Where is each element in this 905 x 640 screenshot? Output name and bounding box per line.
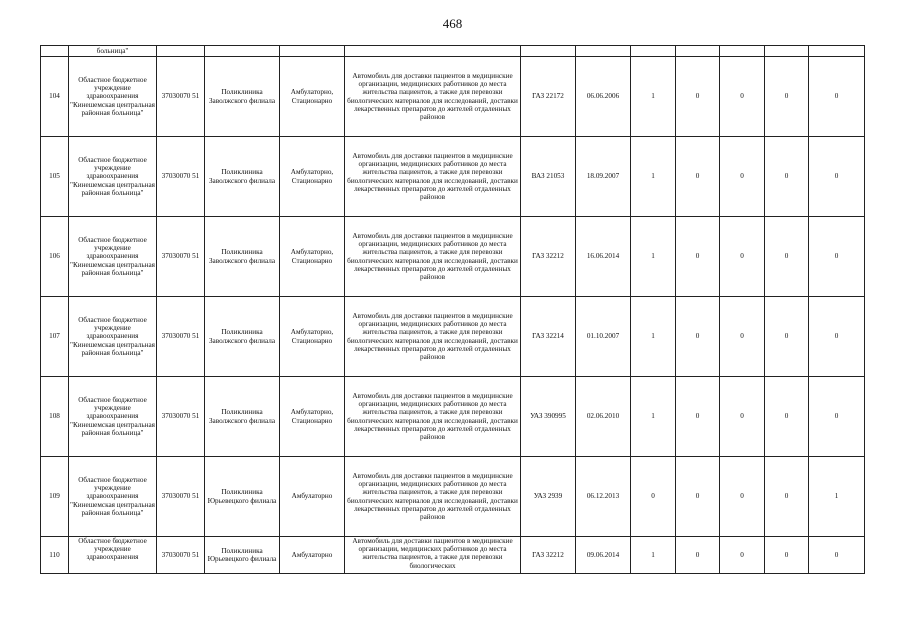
purpose-cell: Автомобиль для доставки пациентов в медицинские организации, медицинских работников до места жительства пациентов, а также для перевозки биологических материалов для исследований, доставки лекарственных препаратов до жителей отдаленных районов <box>345 297 521 377</box>
table-row <box>41 537 865 574</box>
count-cell: 0 <box>676 217 720 297</box>
continuation-row <box>41 46 865 57</box>
count-cell: 1 <box>631 217 676 297</box>
count-cell: 0 <box>720 377 765 457</box>
org-name-tail: больница" <box>96 47 129 55</box>
purpose-cell: Автомобиль для доставки пациентов в медицинские организации, медицинских работников до места жительства пациентов, а также для перевозки биологических <box>352 537 513 570</box>
count-cell: 1 <box>631 377 676 457</box>
table-row <box>41 377 865 457</box>
count-cell: 0 <box>765 57 809 137</box>
count-cell: 0 <box>809 297 865 377</box>
organization-cell: Областное бюджетное учреждение здравоохранения "Кинешемская центральная районная больница" <box>69 57 157 137</box>
vehicle-model-cell: ВАЗ 21053 <box>521 137 576 217</box>
care-type-cell: Амбулаторно, Стационарно <box>280 377 345 457</box>
code-cell: 37030070 51 <box>157 537 205 574</box>
vehicle-model-cell: ГАЗ 22172 <box>521 57 576 137</box>
count-cell: 0 <box>809 377 865 457</box>
organization-cell: Областное бюджетное учреждение здравоохранения <box>78 537 147 562</box>
row-number: 108 <box>41 377 69 457</box>
code-cell: 37030070 51 <box>157 377 205 457</box>
count-cell: 0 <box>676 297 720 377</box>
count-cell: 0 <box>765 217 809 297</box>
count-cell: 0 <box>676 457 720 537</box>
date-cell: 06.12.2013 <box>576 457 631 537</box>
code-cell: 37030070 51 <box>157 137 205 217</box>
count-cell: 1 <box>809 457 865 537</box>
purpose-cell: Автомобиль для доставки пациентов в медицинские организации, медицинских работников до места жительства пациентов, а также для перевозки биологических материалов для исследований, доставки лекарственных препаратов до жителей отдаленных районов <box>345 137 521 217</box>
count-cell: 0 <box>765 377 809 457</box>
table-row <box>41 297 865 377</box>
vehicle-model-cell: ГАЗ 32214 <box>521 297 576 377</box>
vehicle-model-cell: УАЗ 390995 <box>521 377 576 457</box>
row-number: 109 <box>41 457 69 537</box>
row-number: 106 <box>41 217 69 297</box>
row-number: 107 <box>41 297 69 377</box>
code-cell: 37030070 51 <box>157 57 205 137</box>
count-cell: 0 <box>720 457 765 537</box>
date-cell: 09.06.2014 <box>576 537 631 574</box>
count-cell: 0 <box>720 297 765 377</box>
count-cell: 1 <box>631 537 676 574</box>
vehicle-model-cell: УАЗ 2939 <box>521 457 576 537</box>
row-number: 104 <box>41 57 69 137</box>
table-row <box>41 137 865 217</box>
unit-cell: Поликлиника Юрьевецкого филиала <box>205 457 280 537</box>
unit-cell: Поликлиника Заволжского филиала <box>205 57 280 137</box>
organization-cell: Областное бюджетное учреждение здравоохранения "Кинешемская центральная районная больница" <box>69 137 157 217</box>
unit-cell: Поликлиника Заволжского филиала <box>205 137 280 217</box>
care-type-cell: Амбулаторно, Стационарно <box>280 137 345 217</box>
purpose-cell: Автомобиль для доставки пациентов в медицинские организации, медицинских работников до места жительства пациентов, а также для перевозки биологических материалов для исследований, доставки лекарственных препаратов до жителей отдаленных районов <box>345 57 521 137</box>
count-cell: 0 <box>720 537 765 574</box>
row-number: 105 <box>41 137 69 217</box>
count-cell: 0 <box>676 57 720 137</box>
count-cell: 0 <box>765 457 809 537</box>
code-cell: 37030070 51 <box>157 297 205 377</box>
count-cell: 0 <box>809 137 865 217</box>
count-cell: 1 <box>631 297 676 377</box>
code-cell: 37030070 51 <box>157 457 205 537</box>
table-row <box>41 217 865 297</box>
unit-cell: Поликлиника Юрьевецкого филиала <box>205 537 280 574</box>
row-number: 110 <box>41 537 69 574</box>
count-cell: 0 <box>809 537 865 574</box>
count-cell: 1 <box>631 57 676 137</box>
vehicle-model-cell: ГАЗ 32212 <box>521 537 576 574</box>
date-cell: 18.09.2007 <box>576 137 631 217</box>
vehicle-registry-table <box>40 45 865 574</box>
organization-cell: Областное бюджетное учреждение здравоохранения "Кинешемская центральная районная больница" <box>69 457 157 537</box>
count-cell: 0 <box>765 297 809 377</box>
count-cell: 0 <box>809 57 865 137</box>
count-cell: 0 <box>720 57 765 137</box>
page-number: 468 <box>442 16 463 31</box>
count-cell: 0 <box>720 137 765 217</box>
care-type-cell: Амбулаторно, Стационарно <box>280 217 345 297</box>
count-cell: 1 <box>631 137 676 217</box>
date-cell: 16.06.2014 <box>576 217 631 297</box>
organization-cell: Областное бюджетное учреждение здравоохранения "Кинешемская центральная районная больница" <box>69 217 157 297</box>
count-cell: 0 <box>809 217 865 297</box>
unit-cell: Поликлиника Заволжского филиала <box>205 217 280 297</box>
organization-cell: Областное бюджетное учреждение здравоохранения "Кинешемская центральная районная больница" <box>69 297 157 377</box>
count-cell: 0 <box>676 377 720 457</box>
count-cell: 0 <box>765 137 809 217</box>
table-row <box>41 457 865 537</box>
purpose-cell: Автомобиль для доставки пациентов в медицинские организации, медицинских работников до места жительства пациентов, а также для перевозки биологических материалов для исследований, доставки лекарственных препаратов до жителей отдаленных районов <box>345 377 521 457</box>
count-cell: 0 <box>676 537 720 574</box>
purpose-cell: Автомобиль для доставки пациентов в медицинские организации, медицинских работников до места жительства пациентов, а также для перевозки биологических материалов для исследований, доставки лекарственных препаратов до жителей отдаленных районов <box>345 217 521 297</box>
date-cell: 06.06.2006 <box>576 57 631 137</box>
vehicle-model-cell: ГАЗ 32212 <box>521 217 576 297</box>
unit-cell: Поликлиника Заволжского филиала <box>205 297 280 377</box>
care-type-cell: Амбулаторно, Стационарно <box>280 297 345 377</box>
table-row <box>41 57 865 137</box>
care-type-cell: Амбулаторно, Стационарно <box>280 57 345 137</box>
code-cell: 37030070 51 <box>157 217 205 297</box>
purpose-cell: Автомобиль для доставки пациентов в медицинские организации, медицинских работников до места жительства пациентов, а также для перевозки биологических материалов для исследований, доставки лекарственных препаратов до жителей отдаленных районов <box>345 457 521 537</box>
care-type-cell: Амбулаторно <box>280 457 345 537</box>
unit-cell: Поликлиника Заволжского филиала <box>205 377 280 457</box>
count-cell: 0 <box>631 457 676 537</box>
organization-cell: Областное бюджетное учреждение здравоохранения "Кинешемская центральная районная больница" <box>69 377 157 457</box>
date-cell: 02.06.2010 <box>576 377 631 457</box>
count-cell: 0 <box>720 217 765 297</box>
care-type-cell: Амбулаторно <box>280 537 345 574</box>
date-cell: 01.10.2007 <box>576 297 631 377</box>
count-cell: 0 <box>676 137 720 217</box>
count-cell: 0 <box>765 537 809 574</box>
